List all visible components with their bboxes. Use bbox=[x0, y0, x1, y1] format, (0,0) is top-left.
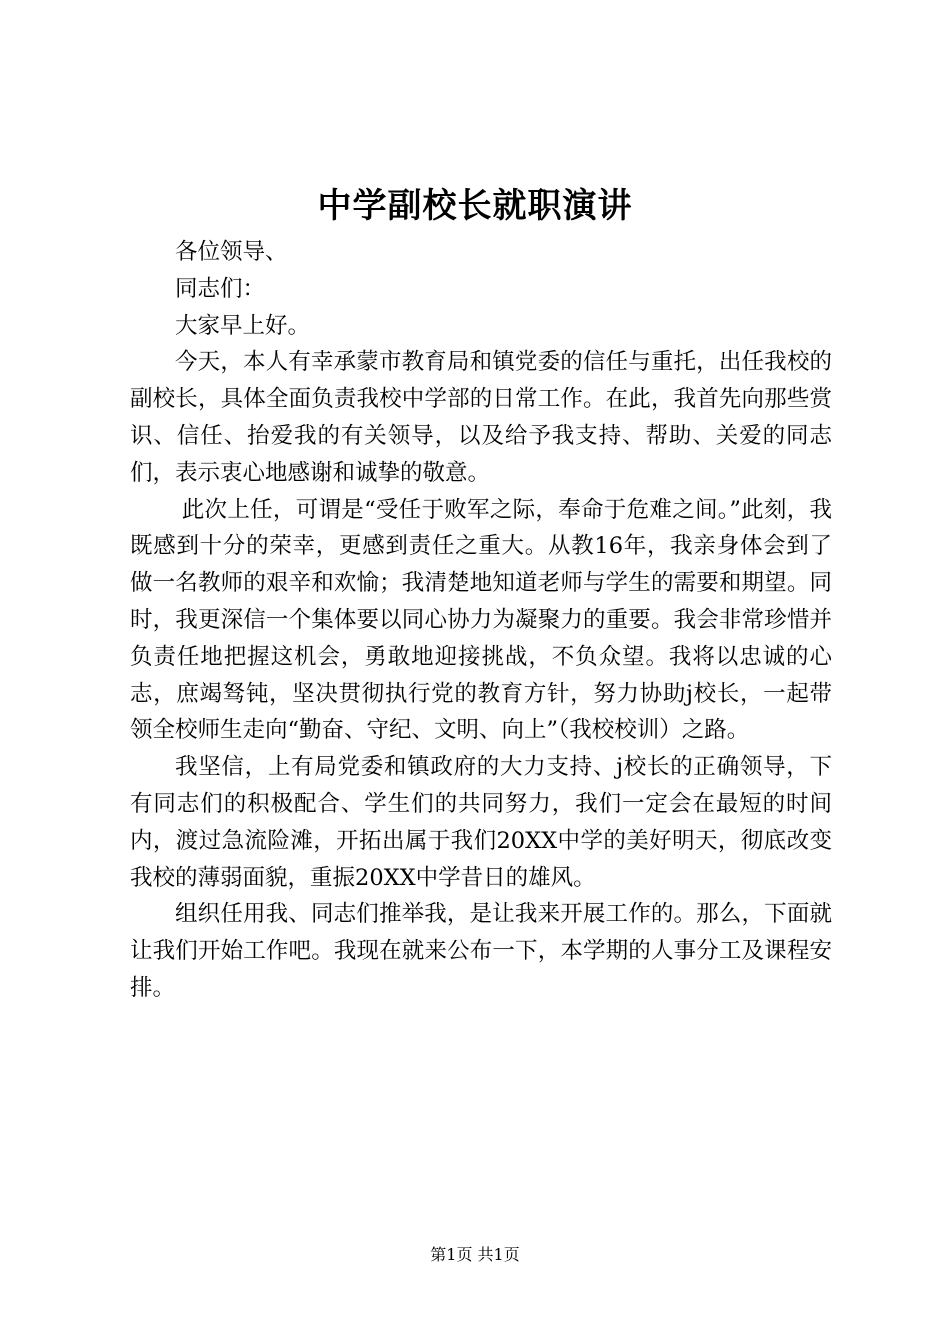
document-body bbox=[130, 234, 832, 1007]
paragraph-commitment: 此次上任，可谓是“受任于败军之际，奉命于危难之间。”此刻，我既感到十分的荣幸，更感到责任之重大。从教16年，我亲身体会到了做一名教师的艰辛和欢愉；我清楚地知道老师与学生的需要和期望。同时，我更深信一个集体要以同心协力为凝聚力的重要。我会非常珍惜并负责任地把握这机会，勇敢地迎接挑战，不负众望。我将以忠诚的心志，庶竭驽钝，坚决贯彻执行党的教育方针，努力协助j校长，一起带领全校师生走向“勤奋、守纪、文明、向上”（我校校训）之路。 bbox=[130, 496, 832, 744]
salutation-leaders: 各位领导、 bbox=[175, 239, 288, 265]
paragraph-thanks: 今天，本人有幸承蒙市教育局和镇党委的信任与重托，出任我校的副校长，具体全面负责我校中学部的日常工作。在此，我首先向那些赏识、信任、抬爱我的有关领导，以及给予我支持、帮助、关爱的同志们，表示衷心地感谢和诚挚的敬意。 bbox=[130, 349, 832, 486]
salutation-comrades: 同志们： bbox=[175, 275, 266, 302]
greeting: 大家早上好。 bbox=[175, 312, 311, 339]
paragraph-belief: 我坚信，上有局党委和镇政府的大力支持、j校长的正确领导，下有同志们的积极配合、学生们的共同努力，我们一定会在最短的时间内，渡过急流险滩，开拓出属于我们20XX中学的美好明天，彻底改变我校的薄弱面貌，重振20XX中学昔日的雄风。 bbox=[130, 754, 832, 891]
document-title: 中学副校长就职演讲 bbox=[317, 186, 633, 226]
page-footer: 第1页 共1页 bbox=[430, 1245, 520, 1264]
paragraph-closing: 组织任用我、同志们推举我，是让我来开展工作的。那么，下面就让我们开始工作吧。我现在就来公布一下，本学期的人事分工及课程安排。 bbox=[130, 901, 832, 1001]
